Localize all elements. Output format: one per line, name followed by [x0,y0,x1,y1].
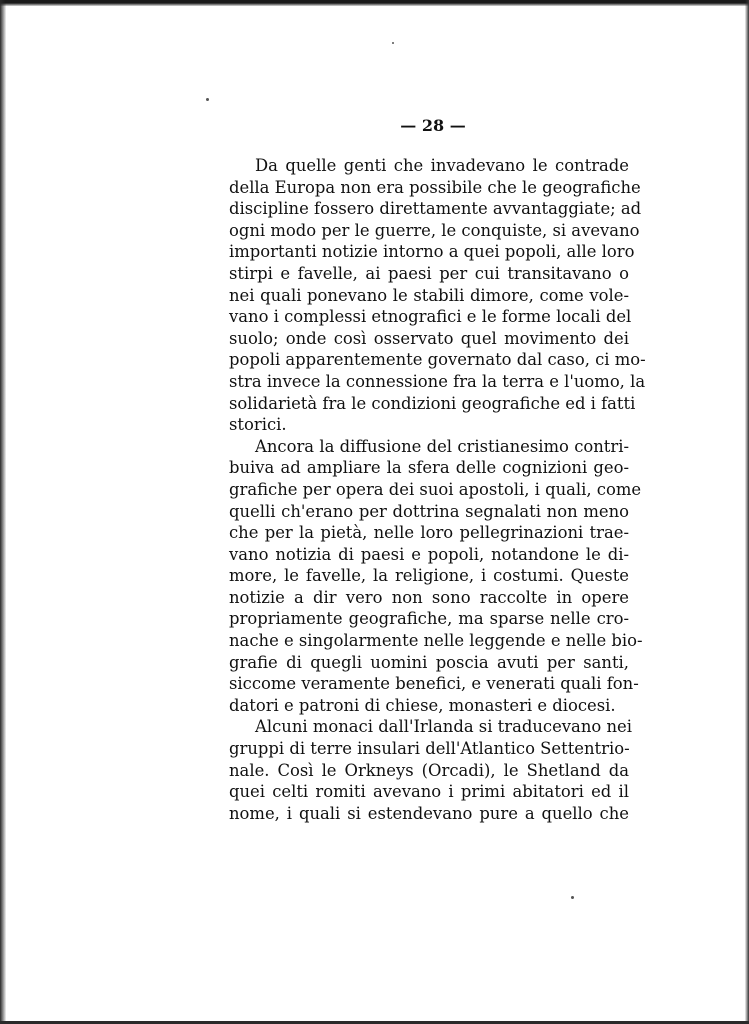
text-line: nache e singolarmente nelle leggende e nelle bio- [229,631,643,651]
text-line: vano notizia di paesi e popoli, notandone le di- [229,544,629,564]
text-line: popoli apparentemente governato dal caso, ci mo- [229,350,646,370]
text-line: nei quali ponevano le stabili dimore, come vole- [229,285,629,305]
text-line: Da quelle genti che invadevano le contrade [255,156,629,175]
text-line: siccome veramente benefici, e venerati quali fon- [229,674,639,694]
text-line: notizie a dir vero non sono raccolte in opere [229,587,629,607]
paragraph [229,155,646,436]
scan-edge-left [0,0,6,1024]
text-line: Alcuni monaci dall'Irlanda si traducevano nei [255,717,632,737]
text-line: nome, i quali si estendevano pure a quello che [229,803,629,823]
text-line: stra invece la connessione fra la terra e l'uomo, la [229,371,646,391]
text-line: ogni modo per le guerre, le conquiste, si avevano [229,220,640,240]
body-text [229,155,646,824]
scan-speck [571,896,574,899]
paragraph [229,436,643,717]
text-line: more, le favelle, la religione, i costumi. Queste [229,566,629,586]
text-line: Ancora la diffusione del cristianesimo contri- [255,436,629,456]
text-line: storici. [229,415,287,435]
text-line: nale. Così le Orkneys (Orcadi), le Shetland da [229,760,629,780]
text-line: vano i complessi etnografici e le forme locali del [229,307,632,327]
text-line: che per la pietà, nelle loro pellegrinazioni trae- [229,523,629,543]
text-line: propriamente geografiche, ma sparse nelle cro- [229,609,629,629]
text-line: solidarietà fra le condizioni geografiche ed i fatti [229,393,636,413]
page-number: — 28 — [400,116,466,135]
scan-speck [206,98,209,101]
text-line: importanti notizie intorno a quei popoli, alle loro [229,242,635,262]
scan-speck [392,42,394,44]
text-line: grafiche per opera dei suoi apostoli, i quali, come [229,479,642,499]
text-line: gruppi di terre insulari dell'Atlantico Settentrio- [229,739,630,759]
text-line: quelli ch'erano per dottrina segnalati non meno [229,501,629,521]
text-line: quei celti romiti avevano i primi abitatori ed il [229,782,629,802]
text-line: discipline fossero direttamente avvantaggiate; ad [229,199,642,219]
text-line: della Europa non era possibile che le geografiche [229,177,641,197]
text-line: grafie di quegli uomini poscia avuti per santi, [229,652,629,672]
text-line: datori e patroni di chiese, monasteri e diocesi. [229,695,616,715]
scan-edge-top [0,0,749,6]
text-line: suolo; onde così osservato quel movimento dei [229,328,629,348]
text-line: stirpi e favelle, ai paesi per cui transitavano o [229,263,629,283]
text-line: buiva ad ampliare la sfera delle cognizioni geo- [229,458,629,478]
scan-edge-right [745,0,749,1024]
paragraph [229,716,632,824]
